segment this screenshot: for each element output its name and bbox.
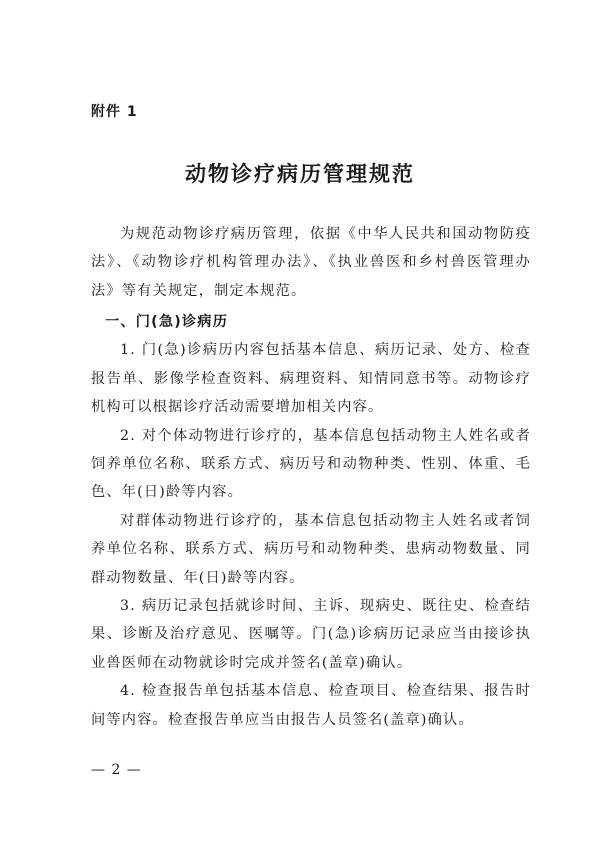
paragraph-3: 对群体动物进行诊疗的，基本信息包括动物主人姓名或者饲养单位名称、联系方式、病历号和动物种类、患病动物数量、同群动物数量、年(日)龄等内容。 (91, 512, 531, 586)
paragraph-2: 2. 对个体动物进行诊疗的，基本信息包括动物主人姓名或者饲养单位名称、联系方式、病历号和动物种类、性别、体重、毛色、年(日)龄等内容。 (91, 427, 531, 501)
paragraph-4: 3. 病历记录包括就诊时间、主诉、现病史、既往史、检查结果、诊断及治疗意见、医嘱等。门(急)诊病历记录应当由接诊执业兽医师在动物就诊时完成并签名(盖章)确认。 (91, 598, 531, 671)
page-number: — 2 — (91, 762, 142, 778)
section-heading: 一、门(急)诊病历 (105, 314, 229, 330)
intro-paragraph: 为规范动物诊疗病历管理，依据《中华人民共和国动物防疫法》、《动物诊疗机构管理办法》、《执业兽医和乡村兽医管理办法》等有关规定，制定本规范。 (91, 226, 531, 299)
intro-block (91, 220, 531, 305)
paragraph-5: 4. 检查报告单包括基本信息、检查项目、检查结果、报告时间等内容。检查报告单应当由报告人员签名(盖章)确认。 (91, 683, 531, 728)
document-title: 动物诊疗病历管理规范 (185, 162, 415, 186)
attachment-label: 附件 1 (91, 104, 138, 120)
paragraph-1: 1. 门(急)诊病历内容包括基本信息、病历记录、处方、检查报告单、影像学检查资料、病理资料、知情同意书等。动物诊疗机构可以根据诊疗活动需要增加相关内容。 (91, 342, 531, 416)
section-outpatient-records (91, 308, 531, 734)
